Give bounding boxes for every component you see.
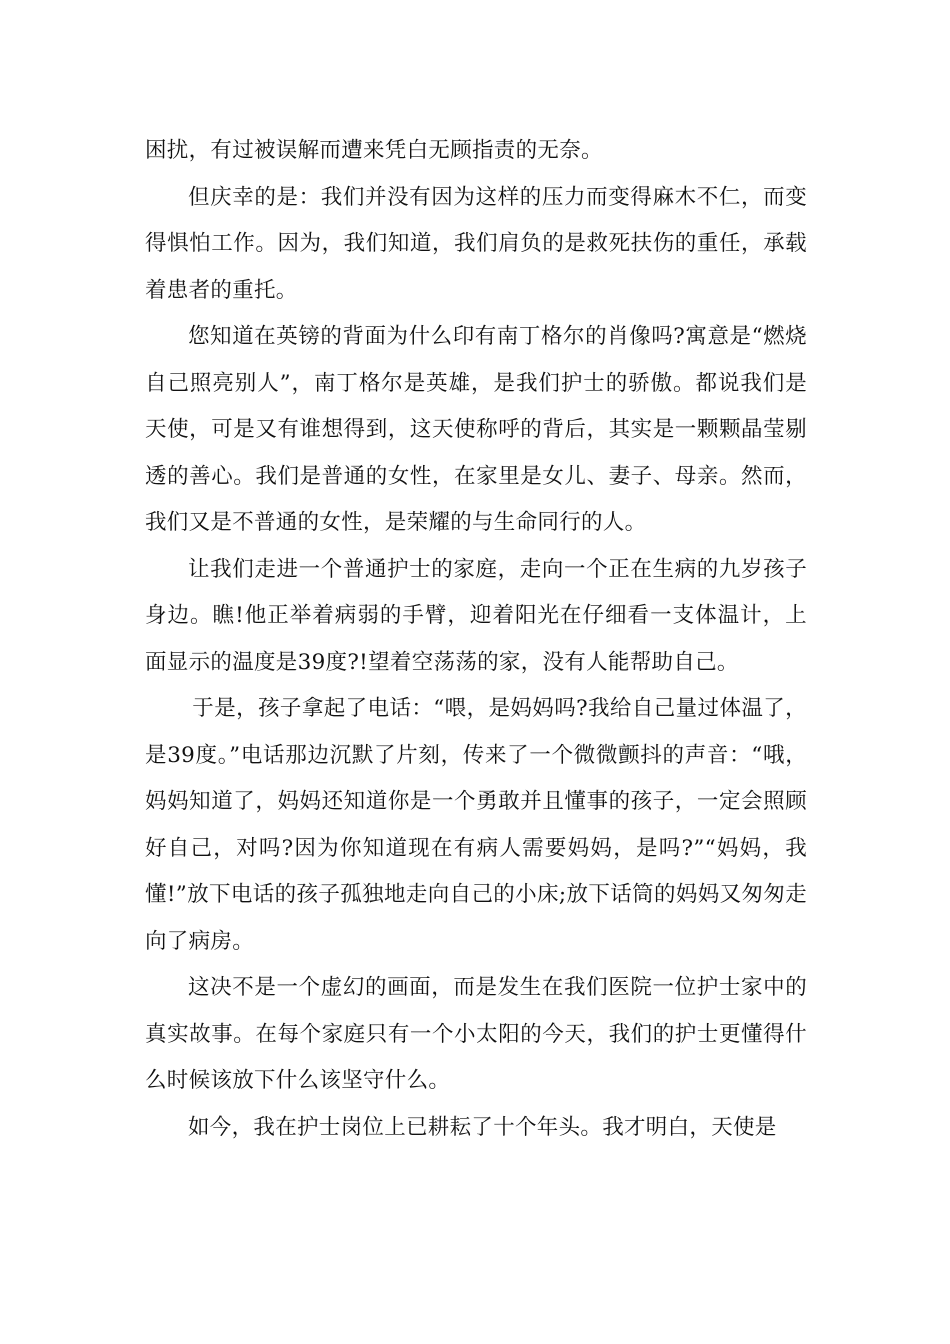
paragraph: 这决不是一个虚幻的画面，而是发生在我们医院一位护士家中的真实故事。在每个家庭只有一个小太阳的今天，我们的护士更懂得什么时候该放下什么该坚守什么。 [145,975,807,1093]
paragraph-continuation: 困扰，有过被误解而遭来凭白无顾指责的无奈。 [145,138,603,163]
document-body [145,128,807,1151]
paragraph: 让我们走进一个普通护士的家庭，走向一个正在生病的九岁孩子身边。瞧!他正举着病弱的手臂，迎着阳光在仔细看一支体温计，上面显示的温度是39度?!望着空荡荡的家，没有人能帮助自己。 [145,556,807,675]
paragraph: 于是，孩子拿起了电话：“喂，是妈妈吗?我给自己量过体温了，是39度。”电话那边沉默了片刻，传来了一个微微颤抖的声音：“哦，妈妈知道了，妈妈还知道你是一个勇敢并且懂事的孩子，一定会照顾好自己，对吗?因为你知道现在有病人需要妈妈，是吗?”“妈妈，我懂!”放下电话的孩子孤独地走向自己的小床;放下话筒的妈妈又匆匆走向了病房。 [145,696,807,954]
paragraph: 但庆幸的是：我们并没有因为这样的压力而变得麻木不仁，而变得惧怕工作。因为，我们知道，我们肩负的是救死扶伤的重任，承载着患者的重托。 [145,184,807,303]
paragraph: 如今，我在护士岗位上已耕耘了十个年头。我才明白，天使是 [188,1114,777,1140]
paragraph: 您知道在英镑的背面为什么印有南丁格尔的肖像吗?寓意是“燃烧自己照亮别人”，南丁格尔是英雄，是我们护士的骄傲。都说我们是天使，可是又有谁想得到，这天使称呼的背后，其实是一颗颗晶莹剔透的善心。我们是普通的女性，在家里是女儿、妻子、母亲。然而，我们又是不普通的女性，是荣耀的与生命同行的人。 [145,324,807,535]
